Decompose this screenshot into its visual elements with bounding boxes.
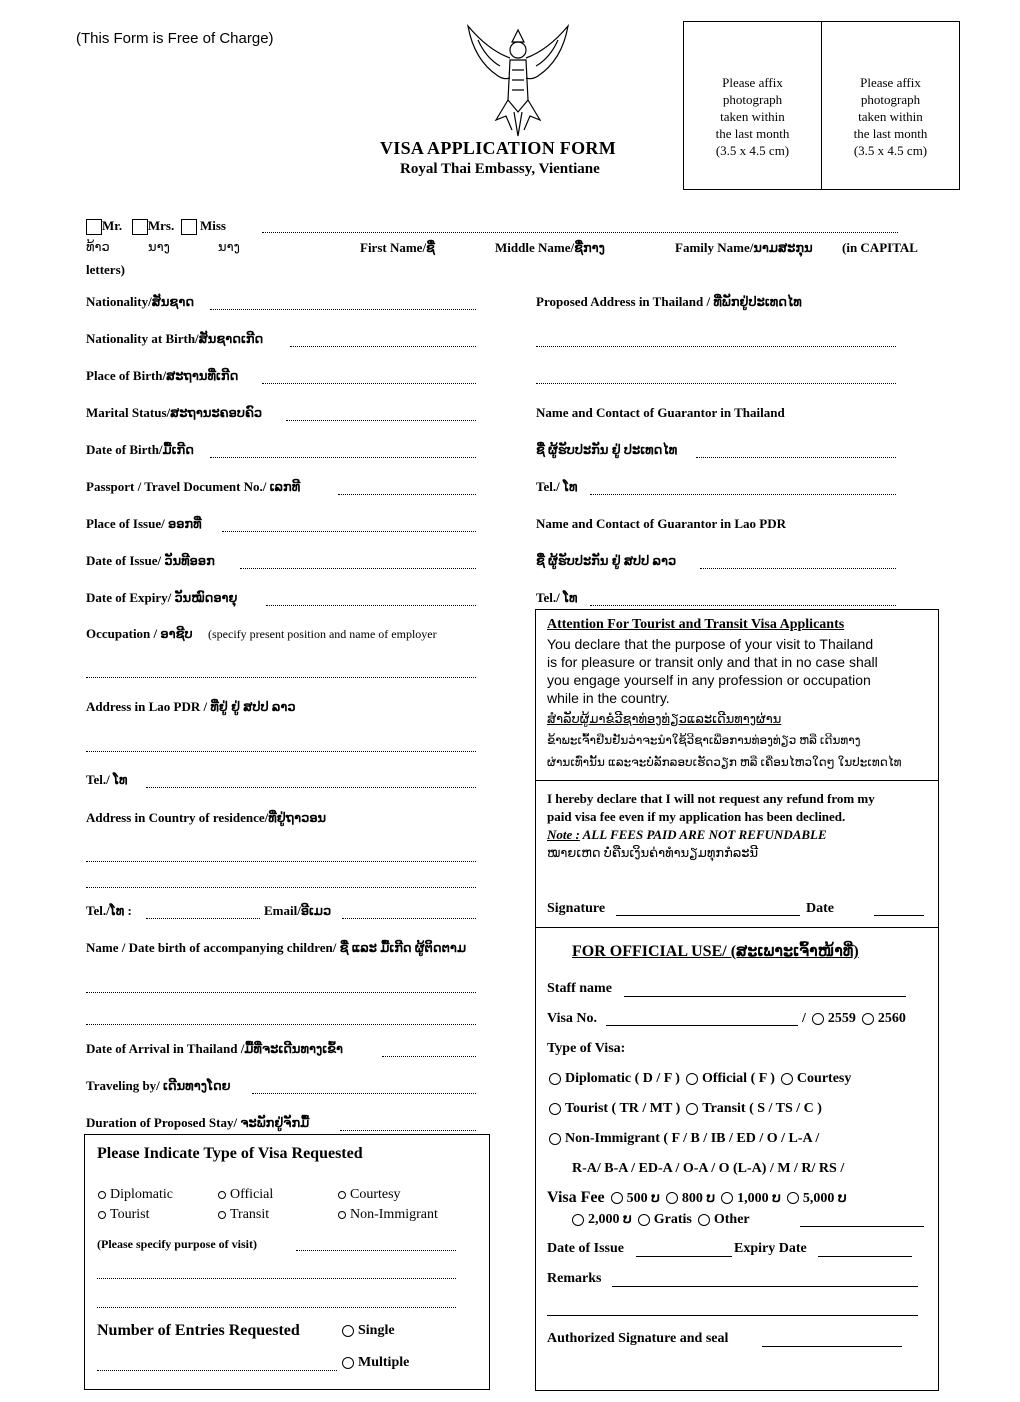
radio-icon[interactable] [721, 1192, 733, 1204]
visa-no-input[interactable] [606, 1011, 798, 1026]
duration-input[interactable] [340, 1116, 476, 1131]
official-date-issue-input[interactable] [636, 1242, 732, 1257]
family-name-label: Family Name/ນາມສະກຸນ [675, 240, 813, 255]
proposed-address-input-1[interactable] [536, 332, 896, 347]
option-label: Transit [230, 1207, 270, 1222]
staff-name-input[interactable] [624, 982, 906, 997]
marital-status-input[interactable] [286, 406, 476, 421]
option-label: Courtesy [796, 1071, 852, 1086]
official-type-row-4: R-A/ B-A / ED-A / O-A / O (L-A) / M / R/ RS / [572, 1161, 845, 1176]
option-label: Tourist ( TR / MT ) [565, 1101, 681, 1116]
radio-icon[interactable] [686, 1073, 698, 1085]
radio-icon[interactable] [666, 1192, 678, 1204]
free-of-charge-note: (This Form is Free of Charge) [76, 30, 274, 47]
place-birth-input[interactable] [262, 369, 476, 384]
passport-label: Passport / Travel Document No./ ເລກທີ [86, 479, 301, 494]
tel2-label: Tel./ໂທ : [86, 903, 132, 918]
option-label: Courtesy [350, 1187, 401, 1202]
radio-icon[interactable] [787, 1192, 799, 1204]
radio-icon[interactable] [698, 1214, 710, 1226]
miss-label: Miss [199, 218, 226, 233]
title-selector [86, 218, 226, 235]
attention-lao-heading: ສຳລັບຜູ້ມາຂໍວີຊາທ່ອງທ່ຽວແລະເດີນທາງຜ່ານ [547, 711, 782, 726]
nationality-input[interactable] [210, 295, 476, 310]
authorized-signature-label: Authorized Signature and seal [547, 1331, 729, 1346]
option-label: Non-Immigrant [350, 1207, 438, 1222]
guarantor-th-label: Name and Contact of Guarantor in Thailand [536, 405, 785, 420]
attention-line: while in the country. [547, 690, 670, 706]
guarantor-th-input[interactable] [696, 443, 896, 458]
type-of-visa-label: Type of Visa: [547, 1041, 626, 1056]
radio-icon [338, 1211, 346, 1219]
official-expiry-input[interactable] [818, 1242, 912, 1257]
option-label: Single [358, 1323, 395, 1338]
visa-fee-row [547, 1189, 847, 1207]
remarks-input[interactable] [612, 1272, 918, 1287]
declaration-line: paid visa fee even if my application has been declined. [547, 809, 846, 824]
attention-line: You declare that the purpose of your visit to Thailand [547, 636, 874, 652]
form-title: VISA APPLICATION FORM [380, 138, 616, 158]
photo-instruction: (3.5 x 4.5 cm) [715, 143, 790, 158]
option-label: Official [230, 1187, 274, 1202]
official-type-row-3 [543, 1131, 819, 1147]
official-type-row-1 [543, 1071, 851, 1087]
radio-icon [218, 1211, 226, 1219]
visa-option-courtesy[interactable] [338, 1187, 401, 1203]
date-issue-label: Date of Issue/ ວັນທີອອກ [86, 553, 215, 568]
mr-label: Mr. [102, 218, 123, 233]
guarantor-lao-input[interactable] [700, 554, 896, 569]
radio-icon [218, 1191, 226, 1199]
section-divider [536, 780, 938, 781]
traveling-input[interactable] [252, 1079, 476, 1094]
option-label: Transit ( S / TS / C ) [702, 1101, 822, 1116]
passport-input[interactable] [338, 480, 476, 495]
mr-checkbox[interactable] [86, 219, 102, 235]
radio-icon [98, 1211, 106, 1219]
email-label: Email/ອີເມວ [264, 903, 332, 918]
visa-option-tourist[interactable] [98, 1207, 149, 1223]
radio-icon[interactable] [572, 1214, 584, 1226]
option-label: Tourist [110, 1207, 150, 1222]
radio-icon [342, 1325, 354, 1337]
refund-note [547, 827, 827, 843]
fee-label: 500 ບ [626, 1191, 660, 1206]
address-lao-label: Address in Lao PDR / ທີ່ຢູ່ ຢູ່ ສປປ ລາວ [86, 699, 296, 714]
radio-icon[interactable] [611, 1192, 623, 1204]
visa-option-non-immigrant[interactable] [338, 1207, 438, 1223]
date-issue-input[interactable] [240, 554, 476, 569]
address-lao-input[interactable] [86, 737, 476, 752]
year-label: 2560 [877, 1011, 906, 1026]
option-label: Multiple [358, 1355, 410, 1370]
fee-label: Other [713, 1212, 750, 1227]
tel-lao-input[interactable] [590, 591, 896, 606]
address-residence-label: Address in Country of residence/ທີ່ຢູ່ຖາວອນ [86, 810, 327, 825]
visa-option-diplomatic[interactable] [98, 1187, 173, 1203]
purpose-input-2[interactable] [97, 1264, 456, 1279]
visa-type-heading: Please Indicate Type of Visa Requested [97, 1145, 363, 1162]
photo-instruction: taken within [858, 109, 923, 124]
fee-label: 2,000 ບ [588, 1212, 632, 1227]
mrs-checkbox[interactable] [132, 219, 148, 235]
tel-label: Tel./ ໂທ [86, 772, 128, 787]
photo-instruction: the last month [715, 126, 790, 141]
visa-option-official[interactable] [218, 1187, 273, 1203]
occupation-note: (specify present position and name of employer [208, 627, 437, 641]
place-issue-label: Place of Issue/ ອອກທີ່ [86, 516, 202, 531]
capital-note-cont: letters) [86, 262, 125, 277]
visa-option-transit[interactable] [218, 1207, 269, 1223]
first-name-label: First Name/ຊື່ [360, 240, 435, 255]
proposed-address-input-2[interactable] [536, 369, 896, 384]
purpose-input-3[interactable] [97, 1293, 456, 1308]
fee-label: 5,000 ບ [802, 1191, 847, 1206]
official-expiry-label: Expiry Date [734, 1241, 807, 1256]
fee-label: Gratis [653, 1212, 692, 1227]
children-label: Name / Date birth of accompanying children/ ຊື່ ແລະ ມື້ເກີດ ຜູ້ຕິດຕາມ [86, 940, 467, 955]
tel-th-label: Tel./ ໂທ [536, 479, 578, 494]
occupation-label: Occupation / ອາຊີບ [86, 626, 193, 641]
photo-instruction: the last month [853, 126, 928, 141]
entries-multiple-option[interactable] [336, 1355, 409, 1371]
option-label: Non-Immigrant ( F / B / IB / ED / O / L-A / [565, 1131, 820, 1146]
date-label: Date [806, 901, 834, 916]
nationality-birth-label: Nationality at Birth/ສັນຊາດເກີດ [86, 331, 264, 346]
arrival-label: Date of Arrival in Thailand /ມື້ທີ່ຈະເດີນທາງເຂົ້າ [86, 1041, 344, 1056]
photo-instruction: Please affix [860, 75, 921, 90]
radio-icon[interactable] [549, 1133, 561, 1145]
fee-label: 800 ບ [681, 1191, 716, 1206]
mr-lao-label: ທ້າວ [86, 239, 110, 254]
year-label: 2559 [827, 1011, 856, 1026]
nationality-birth-input[interactable] [290, 332, 476, 347]
photo-box-2[interactable] [821, 21, 960, 190]
authorized-signature-input[interactable] [762, 1332, 902, 1347]
place-issue-input[interactable] [222, 517, 476, 532]
note-label: Note : [547, 827, 580, 842]
option-label: Official ( F ) [701, 1071, 775, 1086]
entries-input[interactable] [97, 1356, 337, 1371]
remarks-label: Remarks [547, 1271, 602, 1286]
visa-fee-row-2 [566, 1211, 750, 1228]
refund-note-lao: ໝາຍເຫດ ບໍ່ຄືນເງິນຄ່າທຳນຽມທຸກກໍລະນີ [547, 845, 759, 860]
radio-icon[interactable] [549, 1073, 561, 1085]
visa-type-request-box [84, 1134, 490, 1390]
photo-instruction: (3.5 x 4.5 cm) [853, 143, 928, 158]
children-input-1[interactable] [86, 978, 476, 993]
place-birth-label: Place of Birth/ສະຖານທີ່ເກີດ [86, 368, 239, 383]
date-input[interactable] [874, 901, 924, 916]
mrs-label: Mrs. [147, 218, 175, 233]
miss-checkbox[interactable] [181, 219, 197, 235]
visa-fee-label: Visa Fee [547, 1189, 605, 1206]
signature-label: Signature [547, 901, 606, 916]
radio-icon [338, 1191, 346, 1199]
guarantor-lao-label: Name and Contact of Guarantor in Lao PDR [536, 516, 787, 531]
official-date-issue-label: Date of Issue [547, 1241, 624, 1256]
duration-label: Duration of Proposed Stay/ ຈະພັກຢູ່ຈັກມື້ [86, 1115, 310, 1130]
radio-icon[interactable] [638, 1214, 650, 1226]
tel-lao-label: Tel./ ໂທ [536, 590, 578, 605]
attention-line: you engage yourself in any profession or occupation [547, 672, 871, 688]
arrival-input[interactable] [382, 1042, 476, 1057]
address-residence-input-1[interactable] [86, 847, 476, 862]
photo-box-1[interactable] [683, 21, 822, 190]
attention-lao-line: ຂ້າພະເຈົ້າຢືນຢັນວ່າຈະນຳໃຊ້ວີຊາເພື່ອການທ່ອງທ່ຽວ ຫລື ເດີນທາງ [547, 733, 861, 747]
section-divider [536, 927, 938, 928]
miss-lao-label: ນາງ [218, 239, 240, 254]
staff-name-label: Staff name [547, 981, 612, 996]
official-type-row-2 [543, 1101, 822, 1117]
option-label: Diplomatic [110, 1187, 173, 1202]
dob-input[interactable] [210, 443, 476, 458]
photo-instruction: photograph [722, 92, 783, 107]
official-use-heading: FOR OFFICIAL USE/ (ສະເພາະເຈົ້າໜ້າທີ່) [572, 943, 859, 960]
photo-instruction: taken within [720, 109, 785, 124]
radio-icon[interactable] [781, 1073, 793, 1085]
traveling-label: Traveling by/ ເດີນທາງໂດຍ [86, 1078, 231, 1093]
tel2-input[interactable] [146, 904, 260, 919]
occupation-input[interactable] [86, 663, 476, 678]
fee-label: 1,000 ບ [737, 1191, 781, 1206]
email-input[interactable] [342, 904, 476, 919]
purpose-input[interactable] [296, 1236, 456, 1251]
date-expiry-label: Date of Expiry/ ວັນໝົດອາຍຸ [86, 590, 238, 605]
option-label: Diplomatic ( D / F ) [565, 1071, 680, 1086]
guarantor-th-lao-label: ຊື່ ຜູ້ຮັບປະກັນ ຢູ່ ປະເທດໄທ [536, 442, 678, 457]
capital-note: (in CAPITAL [842, 240, 918, 255]
attention-line: is for pleasure or transit only and that in no case shall [547, 654, 878, 670]
guarantor-lao-lao-label: ຊື່ ຜູ້ຮັບປະກັນ ຢູ່ ສປປ ລາວ [536, 553, 677, 568]
attention-heading: Attention For Tourist and Transit Visa Applicants [547, 617, 845, 632]
radio-icon [98, 1191, 106, 1199]
embassy-subtitle: Royal Thai Embassy, Vientiane [400, 161, 600, 177]
radio-icon[interactable] [812, 1013, 824, 1025]
other-fee-input[interactable] [800, 1212, 924, 1227]
radio-icon [342, 1357, 354, 1369]
tel-input[interactable] [146, 773, 476, 788]
marital-status-label: Marital Status/ສະຖານະຄອບຄົວ [86, 405, 263, 420]
proposed-address-label: Proposed Address in Thailand / ທີ່ພັກຢູ່ປະເທດໄທ [536, 294, 802, 309]
tel-th-input[interactable] [590, 480, 896, 495]
photo-instruction: Please affix [722, 75, 783, 90]
visa-no-label: Visa No. [547, 1011, 598, 1026]
date-expiry-input[interactable] [266, 591, 476, 606]
radio-icon[interactable] [549, 1103, 561, 1115]
garuda-emblem-icon [458, 20, 578, 140]
children-input-2[interactable] [86, 1010, 476, 1025]
dob-label: Date of Birth/ມື້ເກີດ [86, 442, 194, 457]
mrs-lao-label: ນາງ [148, 239, 170, 254]
attention-lao-line: ຜ່ານເທົ່ານັ້ນ ແລະຈະບໍ່ລັກລອບເຮັດວຽກ ຫລື ເຄື່ອນໄຫວໃດໆ ໃນປະເທດໄທ [547, 755, 902, 769]
remarks-input-2[interactable] [547, 1301, 918, 1316]
visa-year-group: / 2559 2560 [802, 1011, 906, 1026]
note-text: ALL FEES PAID ARE NOT REFUNDABLE [579, 827, 827, 842]
radio-icon[interactable] [686, 1103, 698, 1115]
address-residence-input-2[interactable] [86, 873, 476, 888]
entries-single-option[interactable] [336, 1323, 395, 1339]
radio-icon[interactable] [862, 1013, 874, 1025]
declaration-line: I hereby declare that I will not request any refund from my [547, 791, 875, 806]
signature-input[interactable] [616, 901, 800, 916]
photo-instruction: photograph [860, 92, 921, 107]
full-name-input[interactable] [262, 218, 898, 233]
entries-label: Number of Entries Requested [97, 1322, 300, 1339]
middle-name-label: Middle Name/ຊື່ກາງ [495, 240, 605, 255]
purpose-label: (Please specify purpose of visit) [97, 1237, 257, 1251]
nationality-label: Nationality/ສັນຊາດ [86, 294, 195, 309]
